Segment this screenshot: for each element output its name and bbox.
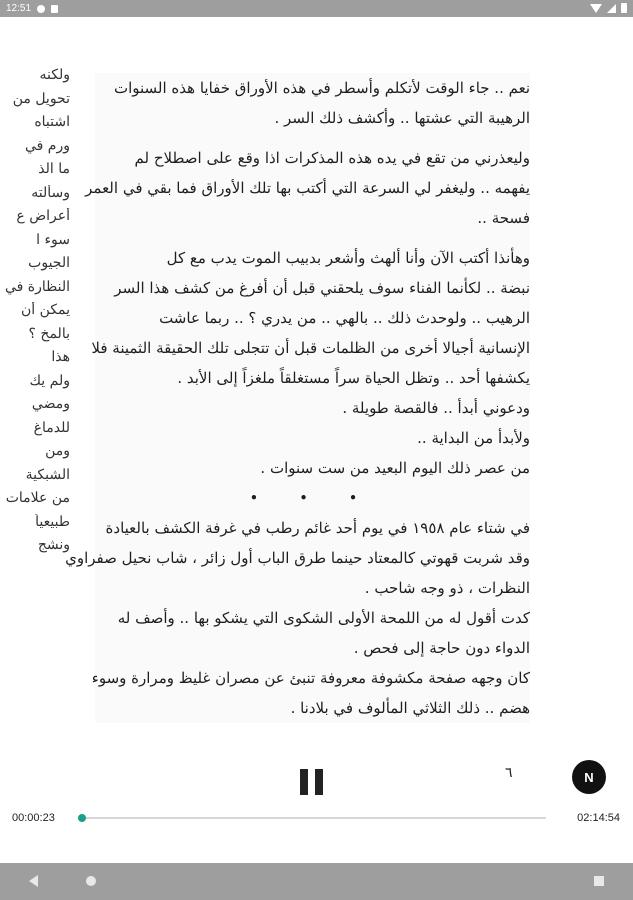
previous-page-line: ومضي [31,396,70,412]
battery-icon [621,3,627,13]
narrator-button[interactable]: N [572,760,606,794]
previous-page-line: ومن [45,443,70,459]
book-page [65,73,530,723]
text-line: وقد شربت قهوتي كالمعتاد حينما طرق الباب أول زائر ، شاب نحيل صفراوي [65,549,530,567]
text-line: هضم .. ذلك الثلاثي المألوف في بلادنا . [290,699,530,717]
book-reader-view[interactable] [0,17,633,863]
text-line: من عصر ذلك اليوم البعيد من ست سنوات . [260,459,530,477]
text-line: كان وجهه صفحة مكشوفة معروفة تنبئ عن مصران غليظ ومرارة وسوء [91,669,530,687]
previous-page-line: ما الذ [38,161,70,177]
text-line: ولأبدأ من البداية .. [417,429,530,447]
total-time: 02:14:54 [577,812,620,824]
text-line: نبضة .. لكأنما الفناء سوف يلحقني قبل أن أفرغ من كشف هذا السر [114,279,530,297]
previous-page-line: وسألته [31,184,70,201]
pause-button[interactable] [300,769,324,795]
navigation-bar [0,863,633,900]
text-line: الرهيبة التي عشتها .. وأكشف ذلك السر . [274,109,530,127]
previous-page-line: ونشج [37,537,70,553]
previous-page-line: هذا [51,349,70,365]
previous-page-line: بالمخ ؟ [28,325,70,342]
wifi-icon [590,4,602,13]
text-line: النظرات ، ذو وجه شاحب . [364,579,530,597]
text-line: وهأنذا أكتب الآن وأنا ألهث وأشعر بدبيب الموت يدب مع كل [166,249,530,267]
text-line: وليعذرني من تقع في يده هذه المذكرات اذا وقع على اصطلاح لم [134,149,530,167]
previous-page-line: أعراض ع [16,208,70,224]
previous-page-edge[interactable] [0,67,70,561]
previous-page-line: للدماغ [33,419,70,436]
recents-icon[interactable] [594,876,604,886]
previous-page-line: سوء ا [36,231,70,248]
section-separator: • • • [249,489,376,507]
text-line: ودعوني أبدأ .. فالقصة طويلة . [342,399,530,417]
status-time: 12:51 [6,3,32,14]
pause-icon [315,769,323,795]
home-icon[interactable] [86,876,96,886]
text-line: في شتاء عام ١٩٥٨ في يوم أحد غائم رطب في غرفة الكشف بالعيادة [105,519,530,537]
previous-page-line: طبيعياً [35,513,70,530]
previous-page-line: ورم في [24,137,70,154]
text-line: كدت أقول له من اللمحة الأولى الشكوى التي يشكو بها .. وأصف له [117,609,530,627]
back-icon[interactable] [29,875,38,887]
previous-page-line: ولم يك [29,372,70,389]
previous-page-line: من علامات [5,490,70,506]
text-line: فسحة .. [477,209,530,227]
previous-page-line: اشتباه [34,114,70,130]
text-line: نعم .. جاء الوقت لأتكلم وأسطر في هذه الأوراق خفايا هذه السنوات [113,79,530,97]
circle-icon [37,5,45,13]
text-line: الإنسانية أجيالا أخرى من الظلمات قبل أن تتجلى تلك الحقيقة الثمينة فلا [91,339,530,357]
previous-page-line: النظارة في [4,278,70,295]
status-bar [0,0,633,17]
text-line: يكشفها أحد .. وتظل الحياة سراً مستغلقاً ملغزاً إلى الأبد . [177,369,530,387]
text-line: يفهمه .. وليغفر لي السرعة التي أكتب بها تلك الأوراق فما بقي في العمر [85,179,530,197]
page-number: ٦ [505,765,513,781]
text-line: الدواء دون حاجة إلى فحص . [353,639,530,657]
sd-card-icon [51,5,58,13]
pause-icon [300,769,308,795]
elapsed-time: 00:00:23 [12,812,55,824]
previous-page-line: يمكن أن [21,302,70,318]
progress-track[interactable] [80,817,546,819]
previous-page-line: تحويل من [12,90,70,107]
previous-page-line: الشبكية [25,466,70,483]
previous-page-line: الجيوب [28,255,70,271]
previous-page-line: ولكنه [39,67,70,83]
cellular-icon [607,4,616,13]
text-line: الرهيب .. ولوحدث ذلك .. بالهي .. من يدري ؟ .. ربما عاشت [159,309,530,327]
